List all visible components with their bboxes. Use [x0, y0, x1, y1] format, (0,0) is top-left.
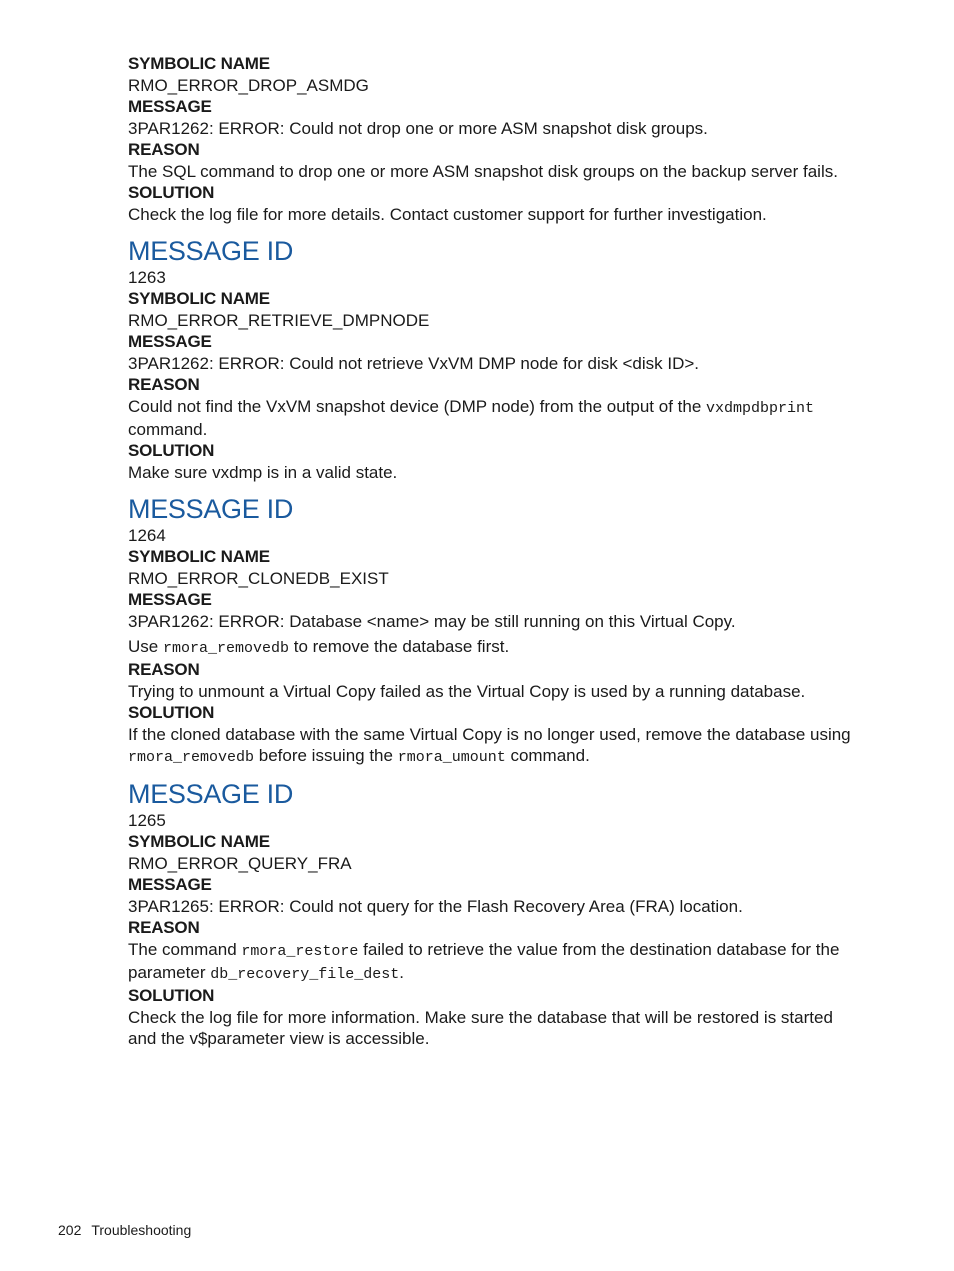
document-body	[128, 53, 868, 1049]
solution-label: SOLUTION	[128, 703, 215, 722]
solution-value: Check the log file for more details. Contact customer support for further investigation.	[128, 205, 767, 224]
symbolic-name-label: SYMBOLIC NAME	[128, 832, 270, 851]
message-id-heading: MESSAGE ID	[128, 779, 294, 809]
page-footer	[58, 1222, 201, 1238]
reason-label: REASON	[128, 660, 200, 679]
command-code: vxdmpdbprint	[706, 400, 815, 417]
command-code: rmora_removedb	[162, 640, 289, 657]
parameter-code: db_recovery_file_dest	[210, 966, 400, 983]
reason-text: The command	[128, 940, 242, 959]
section-name: Troubleshooting	[91, 1222, 192, 1238]
reason-label: REASON	[128, 918, 200, 937]
solution-value	[128, 724, 868, 768]
symbolic-name-value: RMO_ERROR_DROP_ASMDG	[128, 76, 369, 95]
message-id-value: 1265	[128, 811, 166, 830]
message-value: 3PAR1265: ERROR: Could not query for the Flash Recovery Area (FRA) location.	[128, 897, 743, 916]
reason-value: Trying to unmount a Virtual Copy failed as the Virtual Copy is used by a running database.	[128, 682, 806, 701]
solution-value	[128, 1007, 868, 1049]
solution-text: before issuing the	[254, 746, 398, 765]
reason-label: REASON	[128, 140, 200, 159]
solution-text: command.	[505, 746, 590, 765]
reason-text: Could not find the VxVM snapshot device (DMP node) from the output of the	[128, 397, 707, 416]
reason-text: .	[399, 963, 404, 982]
message-label: MESSAGE	[128, 875, 212, 894]
message-value: 3PAR1262: ERROR: Could not retrieve VxVM DMP node for disk <disk ID>.	[128, 354, 700, 373]
reason-value	[128, 939, 868, 985]
symbolic-name-label: SYMBOLIC NAME	[128, 289, 270, 308]
message-label: MESSAGE	[128, 590, 212, 609]
solution-text: Check the log file for more information. Make sure the database that will be restored is started	[128, 1008, 833, 1027]
symbolic-name-value: RMO_ERROR_CLONEDB_EXIST	[128, 569, 389, 588]
symbolic-name-value: RMO_ERROR_RETRIEVE_DMPNODE	[128, 311, 430, 330]
reason-label: REASON	[128, 375, 200, 394]
solution-label: SOLUTION	[128, 441, 215, 460]
message-text: to remove the database first.	[289, 637, 510, 656]
message-id-heading: MESSAGE ID	[128, 236, 294, 266]
command-code: rmora_restore	[241, 943, 359, 960]
message-id-value: 1263	[128, 268, 166, 287]
message-value-line2	[128, 636, 868, 659]
reason-text: command.	[128, 420, 208, 439]
message-value: 3PAR1262: ERROR: Could not drop one or more ASM snapshot disk groups.	[128, 119, 708, 138]
solution-label: SOLUTION	[128, 986, 215, 1005]
symbolic-name-label: SYMBOLIC NAME	[128, 54, 270, 73]
solution-label: SOLUTION	[128, 183, 215, 202]
message-text: Use	[128, 637, 163, 656]
solution-value: Make sure vxdmp is in a valid state.	[128, 463, 398, 482]
message-id-value: 1264	[128, 526, 166, 545]
message-label: MESSAGE	[128, 97, 212, 116]
reason-text: failed to retrieve the value from the destination database for the	[358, 940, 840, 959]
symbolic-name-label: SYMBOLIC NAME	[128, 547, 270, 566]
page-number: 202	[58, 1222, 82, 1238]
reason-text: parameter	[128, 963, 211, 982]
solution-text: If the cloned database with the same Virtual Copy is no longer used, remove the database using	[128, 725, 851, 744]
message-label: MESSAGE	[128, 332, 212, 351]
message-id-heading: MESSAGE ID	[128, 494, 294, 524]
reason-value: The SQL command to drop one or more ASM snapshot disk groups on the backup server fails.	[128, 162, 838, 181]
reason-value	[128, 396, 868, 440]
command-code: rmora_umount	[397, 749, 506, 766]
symbolic-name-value: RMO_ERROR_QUERY_FRA	[128, 854, 352, 873]
command-code: rmora_removedb	[128, 749, 255, 766]
solution-text: and the v$parameter view is accessible.	[128, 1029, 430, 1048]
message-value: 3PAR1262: ERROR: Database <name> may be still running on this Virtual Copy.	[128, 612, 736, 631]
